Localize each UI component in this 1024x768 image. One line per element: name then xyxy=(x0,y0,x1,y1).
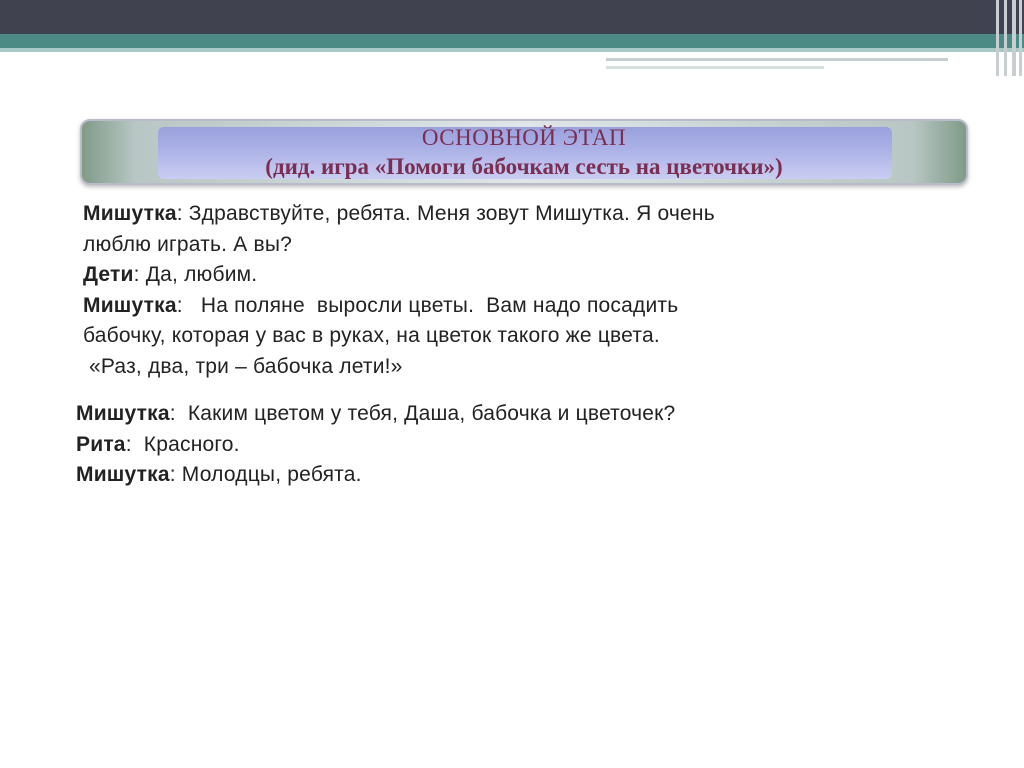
line-text: «Раз, два, три – бабочка лети!» xyxy=(83,354,403,378)
dialogue-line xyxy=(76,430,675,461)
dialogue-line xyxy=(76,399,675,430)
line-text: люблю играть. А вы? xyxy=(83,232,293,256)
line-text: бабочку, которая у вас в руках, на цветок такого же цвета. xyxy=(83,324,660,347)
title-banner xyxy=(80,119,968,185)
header-deco-vline xyxy=(996,0,999,76)
dialogue-line xyxy=(83,260,715,291)
dialogue-line xyxy=(83,230,715,261)
header-deco-vline xyxy=(1004,0,1007,76)
speaker-separator: : xyxy=(133,263,146,286)
speaker-name: Мишутка xyxy=(83,202,177,225)
dialogue-block-1 xyxy=(83,199,715,382)
slide-title xyxy=(82,123,966,181)
header-teal-stripe xyxy=(0,48,1024,52)
header-deco-line xyxy=(606,66,824,69)
speaker-separator: : xyxy=(176,293,201,317)
dialogue-line xyxy=(83,352,715,383)
line-text: Красного. xyxy=(143,432,240,456)
line-text: Здравствуйте, ребята. Меня зовут Мишутка. Я очень xyxy=(188,202,715,225)
dialogue-block-2 xyxy=(76,399,675,491)
dialogue-line xyxy=(76,460,675,491)
header-deco-vline xyxy=(1019,0,1022,76)
dialogue-line xyxy=(83,291,715,322)
speaker-separator: : xyxy=(125,432,144,456)
header-deco-vline xyxy=(1012,0,1016,76)
header-dark-bar xyxy=(0,0,1024,34)
line-text: Да, любим. xyxy=(145,263,258,286)
line-text: На поляне выросли цветы. Вам надо посадить xyxy=(200,293,679,317)
speaker-name: Рита xyxy=(76,432,126,456)
dialogue-line xyxy=(83,199,715,230)
speaker-name: Дети xyxy=(83,263,134,286)
speaker-name: Мишутка xyxy=(83,293,177,317)
speaker-separator: : xyxy=(176,202,189,225)
title-line-1: ОСНОВНОЙ ЭТАП xyxy=(421,125,627,150)
line-text: Каким цветом у тебя, Даша, бабочка и цветочек? xyxy=(187,402,676,425)
header-teal-bar xyxy=(0,34,1024,48)
header-deco-line xyxy=(606,58,948,61)
speaker-name: Мишутка xyxy=(76,463,170,486)
line-text: Молодцы, ребята. xyxy=(181,463,362,486)
dialogue-line xyxy=(83,321,715,352)
speaker-name: Мишутка xyxy=(76,402,170,425)
speaker-separator: : xyxy=(169,463,182,486)
title-line-2: (дид. игра «Помоги бабочкам сесть на цветочки») xyxy=(265,154,783,179)
speaker-separator: : xyxy=(169,402,188,425)
